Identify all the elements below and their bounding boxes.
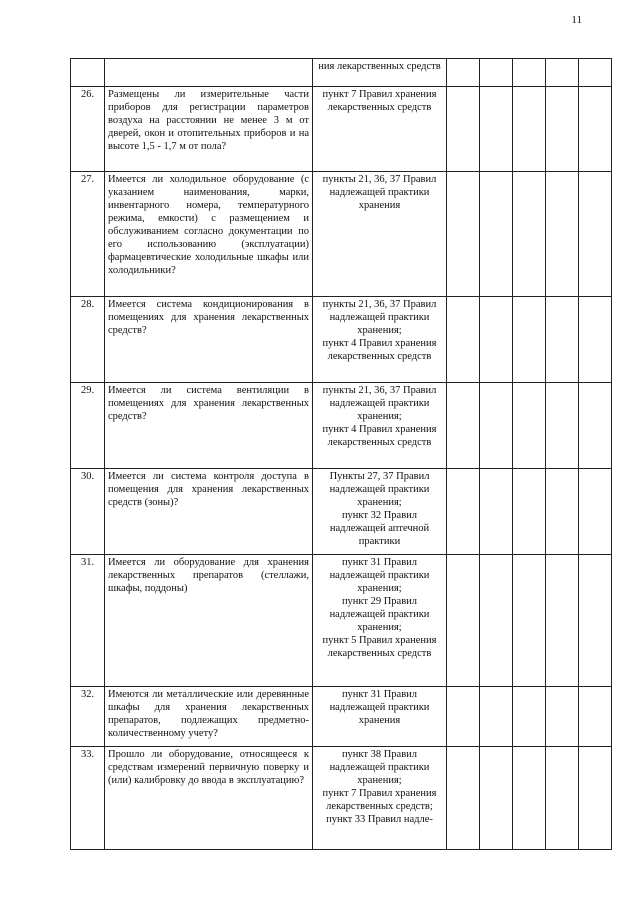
table-row (71, 555, 612, 687)
reference-text: пункты 21, 36, 37 Правил надлежащей практики хранения; (322, 385, 437, 422)
row-number-cell: 30. (71, 469, 105, 555)
reference-text: пункт 29 Правил надлежащей практики хранения; (329, 596, 430, 633)
notes-cell (579, 555, 612, 687)
answer-na-cell (513, 383, 546, 469)
table-row (71, 687, 612, 747)
question-cell: Имеется ли система вентиляции в помещениях для хранения лекарственных средств? (105, 383, 313, 469)
notes-cell (579, 687, 612, 747)
notes-cell (579, 87, 612, 172)
reference-cell (313, 87, 447, 172)
table-row (71, 172, 612, 297)
answer-yes-cell (447, 747, 480, 850)
answer-yes-cell (447, 59, 480, 87)
table-row (71, 59, 612, 87)
notes-cell (579, 172, 612, 297)
table-row (71, 747, 612, 850)
answer-extra-cell (546, 297, 579, 383)
reference-cell (313, 383, 447, 469)
answer-no-cell (480, 383, 513, 469)
notes-cell (579, 59, 612, 87)
notes-cell (579, 383, 612, 469)
reference-text: пункты 21, 36, 37 Правил надлежащей практики хранения; (322, 299, 437, 336)
row-number-cell: 27. (71, 172, 105, 297)
reference-text: пункт 4 Правил хранения лекарственных средств (322, 424, 437, 448)
reference-cell (313, 469, 447, 555)
question-cell: Имеется ли холодильное оборудование (с указанием наименования, марки, инвентарного номера, температурного режима, емкости) с размещением и обслуживанием согласно документации по его использованию (эксплуатации) фармацевтические холодильные шкафы или холодильники? (105, 172, 313, 297)
question-cell: Имеются ли металлические или деревянные шкафы для хранения лекарственных препаратов, подлежащих предметно-количественному учету? (105, 687, 313, 747)
answer-yes-cell (447, 687, 480, 747)
answer-yes-cell (447, 172, 480, 297)
answer-na-cell (513, 297, 546, 383)
answer-yes-cell (447, 383, 480, 469)
row-number-cell: 31. (71, 555, 105, 687)
answer-yes-cell (447, 555, 480, 687)
reference-text: пункт 7 Правил хранения лекарственных средств; (322, 788, 437, 812)
page-number: 11 (571, 14, 582, 26)
answer-extra-cell (546, 383, 579, 469)
question-cell: Имеется система кондиционирования в помещениях для хранения лекарственных средств? (105, 297, 313, 383)
question-cell: Имеется ли оборудование для хранения лекарственных препаратов (стеллажи, шкафы, поддоны) (105, 555, 313, 687)
answer-extra-cell (546, 172, 579, 297)
answer-extra-cell (546, 555, 579, 687)
answer-no-cell (480, 469, 513, 555)
reference-text: пункт 31 Правил надлежащей практики хранения (329, 689, 430, 726)
reference-text: пункт 4 Правил хранения лекарственных средств (322, 338, 437, 362)
reference-text: пункт 32 Правил надлежащей аптечной практики (329, 510, 430, 547)
notes-cell (579, 469, 612, 555)
table-row (71, 297, 612, 383)
row-number-cell: 28. (71, 297, 105, 383)
answer-extra-cell (546, 747, 579, 850)
answer-na-cell (513, 87, 546, 172)
answer-no-cell (480, 687, 513, 747)
table-row (71, 383, 612, 469)
row-number-cell: 33. (71, 747, 105, 850)
row-number-cell (71, 59, 105, 87)
reference-text: пункт 7 Правил хранения лекарственных средств (322, 89, 437, 113)
checklist-table (70, 58, 612, 850)
reference-text: пункт 38 Правил надлежащей практики хранения; (329, 749, 430, 786)
answer-extra-cell (546, 59, 579, 87)
answer-na-cell (513, 59, 546, 87)
answer-no-cell (480, 59, 513, 87)
answer-na-cell (513, 687, 546, 747)
answer-na-cell (513, 469, 546, 555)
row-number-cell: 26. (71, 87, 105, 172)
answer-na-cell (513, 747, 546, 850)
table-row (71, 469, 612, 555)
reference-text: Пункты 27, 37 Правил надлежащей практики хранения; (329, 471, 430, 508)
answer-no-cell (480, 87, 513, 172)
row-number-cell: 32. (71, 687, 105, 747)
reference-text: пункт 31 Правил надлежащей практики хранения; (329, 557, 430, 594)
answer-no-cell (480, 172, 513, 297)
answer-no-cell (480, 747, 513, 850)
question-cell (105, 59, 313, 87)
reference-text: пункты 21, 36, 37 Правил надлежащей практики хранения (322, 174, 437, 211)
answer-na-cell (513, 555, 546, 687)
answer-extra-cell (546, 469, 579, 555)
answer-extra-cell (546, 687, 579, 747)
notes-cell (579, 297, 612, 383)
reference-text: пункт 5 Правил хранения лекарственных средств (322, 635, 437, 659)
reference-cell (313, 297, 447, 383)
question-cell: Имеется ли система контроля доступа в помещения для хранения лекарственных средств (зоны)? (105, 469, 313, 555)
question-cell: Размещены ли измерительные части приборов для регистрации параметров воздуха на расстоянии не менее 3 м от дверей, окон и отопительных приборов и на высоте 1,5 - 1,7 м от пола? (105, 87, 313, 172)
answer-no-cell (480, 297, 513, 383)
row-number-cell: 29. (71, 383, 105, 469)
question-cell: Прошло ли оборудование, относящееся к средствам измерений первичную поверку и (или) калибровку до ввода в эксплуатацию? (105, 747, 313, 850)
table-row (71, 87, 612, 172)
answer-extra-cell (546, 87, 579, 172)
reference-cell: ния лекарственных средств (313, 59, 447, 87)
reference-text: пункт 33 Правил надле- (326, 814, 433, 825)
answer-na-cell (513, 172, 546, 297)
reference-cell (313, 747, 447, 850)
reference-cell (313, 555, 447, 687)
reference-cell (313, 172, 447, 297)
notes-cell (579, 747, 612, 850)
answer-yes-cell (447, 297, 480, 383)
reference-cell (313, 687, 447, 747)
answer-no-cell (480, 555, 513, 687)
answer-yes-cell (447, 87, 480, 172)
answer-yes-cell (447, 469, 480, 555)
